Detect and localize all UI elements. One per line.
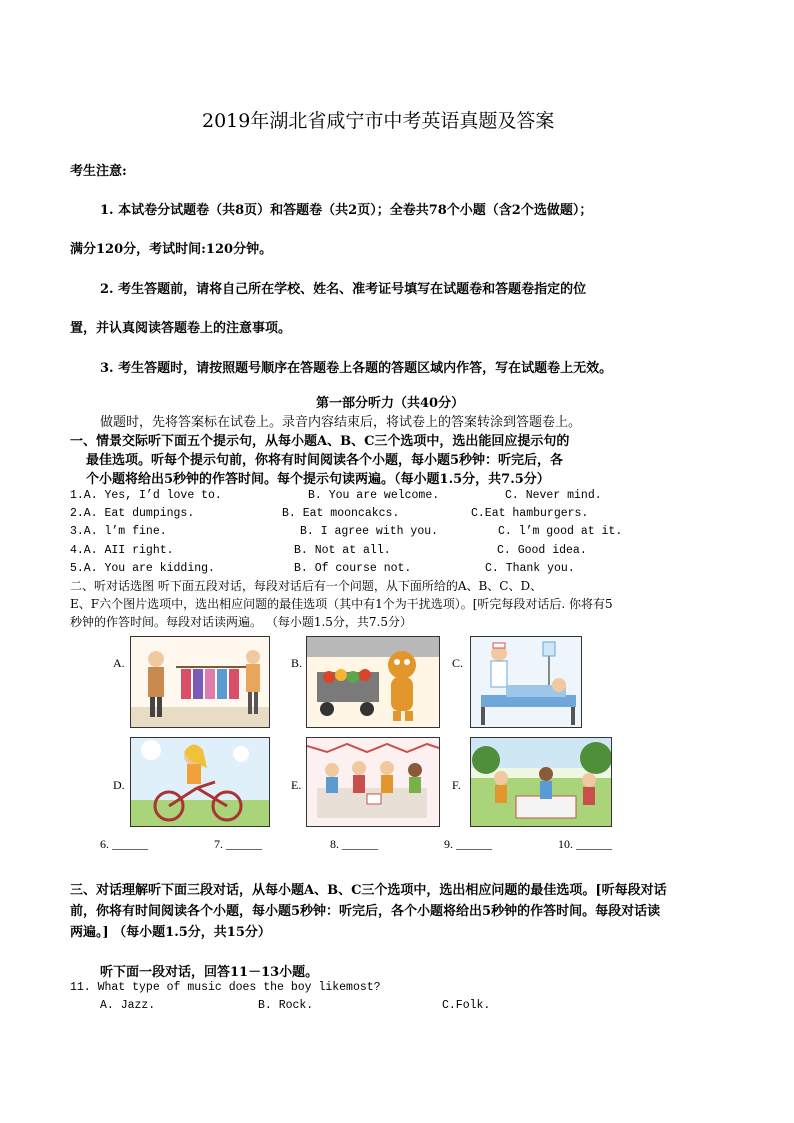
picture-a-shopping bbox=[130, 636, 270, 728]
option-3a: 3.A. l’m fine. bbox=[70, 525, 167, 538]
option-5c: C. Thank you. bbox=[485, 562, 575, 575]
option-4a: 4.A. AII right. bbox=[70, 544, 174, 557]
page-title: 2019年湖北省咸宁市中考英语真题及答案 bbox=[202, 110, 555, 132]
picture-c-hospital bbox=[470, 636, 582, 728]
option-5a: 5.A. You are kidding. bbox=[70, 562, 215, 575]
option-2b: B. Eat mooncakcs. bbox=[282, 507, 400, 520]
picture-d-bike bbox=[130, 737, 270, 827]
option-3c: C. l’m good at it. bbox=[498, 525, 623, 538]
section1-line-3: 个小题将给出5秒钟的作答时间。每个提示句读两遍。（每小题1.5分，共7.5分） bbox=[86, 472, 550, 487]
picture-label-c: C. bbox=[452, 656, 464, 670]
picture-label-b: B. bbox=[291, 656, 303, 670]
answer-blank-9: 9. ______ bbox=[444, 837, 492, 851]
notice-line-1: 1. 本试卷分试题卷（共8页）和答题卷（共2页）；全卷共78个小题（含2个选做题）； bbox=[100, 203, 593, 218]
option-1a: 1.A. Yes, I’d love to. bbox=[70, 489, 222, 502]
answer-blank-10: 10. ______ bbox=[558, 837, 612, 851]
notice-line-2b: 置，并认真阅读答题卷上的注意事项。 bbox=[70, 321, 292, 336]
picture-label-d: D. bbox=[113, 778, 125, 792]
question-11-option-c: C.Folk. bbox=[442, 999, 491, 1012]
option-4c: C. Good idea. bbox=[497, 544, 587, 557]
picture-b-cat-cart bbox=[306, 636, 440, 728]
picture-e-party bbox=[306, 737, 440, 827]
section3-subheading: 听下面一段对话，回答11－13小题。 bbox=[100, 965, 319, 980]
question-11-option-b: B. Rock. bbox=[258, 999, 314, 1012]
option-2a: 2.A. Eat dumpings. bbox=[70, 507, 195, 520]
picture-label-a: A. bbox=[113, 656, 125, 670]
section3-line-3: 两遍。] （每小题1.5分，共15分） bbox=[70, 925, 271, 940]
option-1c: C. Never mind. bbox=[505, 489, 602, 502]
section1-line-1: 一、情景交际听下面五个提示句，从每小题A、B、C三个选项中，选出能回应提示句的 bbox=[70, 434, 570, 449]
option-4b: B. Not at all. bbox=[294, 544, 391, 557]
section2-line-1: 二、听对话选图 听下面五段对话，每段对话后有一个问题，从下面所给的A、B、C、D、 bbox=[70, 579, 543, 593]
answer-blank-8: 8. ______ bbox=[330, 837, 378, 851]
notice-line-1b: 满分120分，考试时间:120分钟。 bbox=[70, 242, 273, 257]
question-11-stem: 11. What type of music does the boy likemost? bbox=[70, 981, 381, 994]
section2-line-3: 秒钟的作答时间。每段对话读两遍。 （每小题1.5分，共7.5分） bbox=[70, 615, 412, 629]
notice-line-2: 2. 考生答题前，请将自己所在学校、姓名、准考证号填写在试题卷和答题卷指定的位 bbox=[100, 282, 587, 297]
picture-label-e: E. bbox=[291, 778, 302, 792]
picture-f-picnic bbox=[470, 737, 612, 827]
option-5b: B. Of course not. bbox=[294, 562, 412, 575]
option-2c: C.Eat hamburgers. bbox=[471, 507, 589, 520]
part1-instruction: 做题时，先将答案标在试卷上。录音内容结束后，将试卷上的答案转涂到答题卷上。 bbox=[100, 415, 582, 430]
notice-line-3: 3. 考生答题时，请按照题号顺序在答题卷上各题的答题区域内作答，写在试题卷上无效。 bbox=[100, 361, 613, 376]
option-1b: B. You are welcome. bbox=[308, 489, 440, 502]
section1-line-2: 最佳选项。听每个提示句前，你将有时间阅读各个小题，每小题5秒钟：听完后，各 bbox=[86, 453, 564, 468]
section2-line-2: E、F六个图片选项中，选出相应问题的最佳选项（其中有1个为干扰选项）。[听完每段对话后. 你将有5 bbox=[70, 597, 613, 611]
option-3b: B. I agree with you. bbox=[300, 525, 439, 538]
section3-line-1: 三、对话理解听下面三段对话，从每小题A、B、C三个选项中，选出相应问题的最佳选项。[听每段对话 bbox=[70, 883, 667, 898]
section3-line-2: 前，你将有时间阅读各个小题，每小题5秒钟：听完后，各个小题将给出5秒钟的作答时间。每段对话读 bbox=[70, 904, 661, 919]
notice-heading: 考生注意: bbox=[70, 164, 127, 179]
part1-heading: 第一部分听力（共40分） bbox=[316, 396, 465, 411]
answer-blank-7: 7. ______ bbox=[214, 837, 262, 851]
picture-label-f: F. bbox=[452, 778, 461, 792]
answer-blank-6: 6. ______ bbox=[100, 837, 148, 851]
question-11-option-a: A. Jazz. bbox=[100, 999, 156, 1012]
